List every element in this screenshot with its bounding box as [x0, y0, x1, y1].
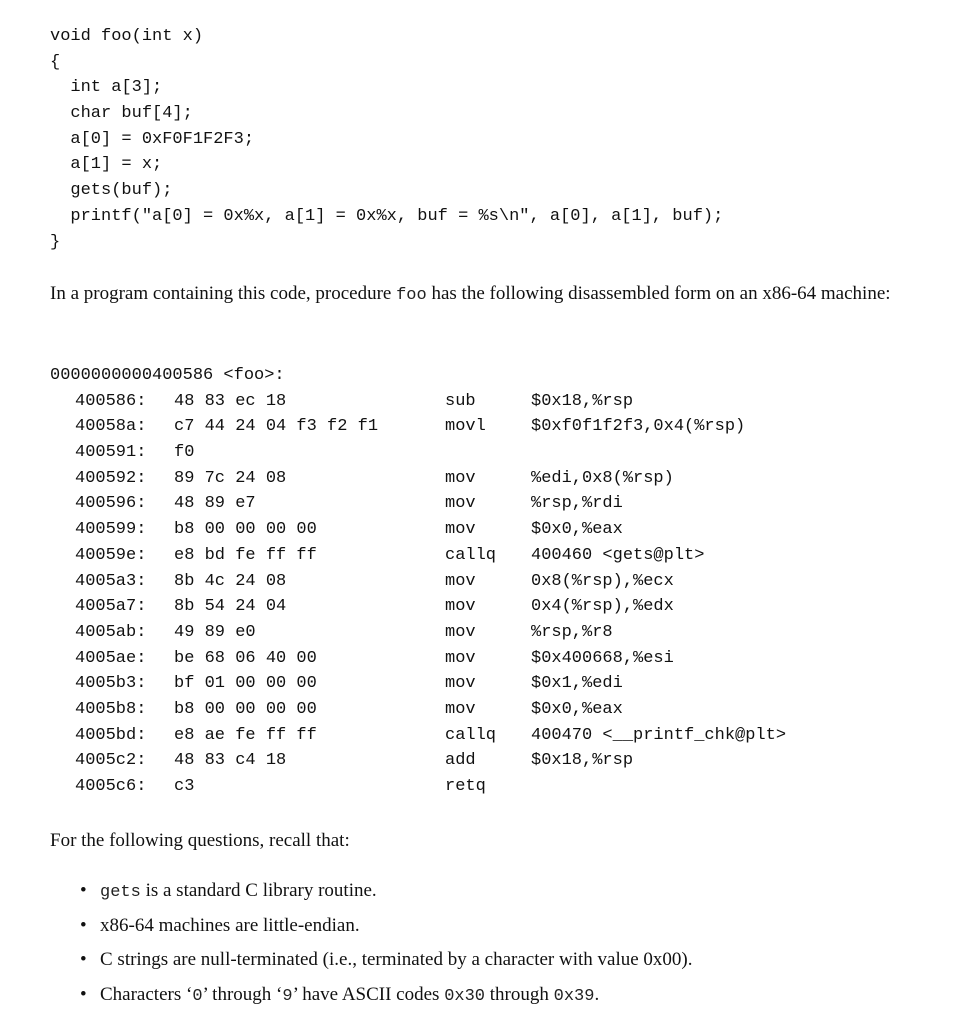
instruction-mnemonic: mov	[445, 699, 476, 719]
instruction-bytes: 49 89 e0	[174, 622, 256, 642]
disassembly-row	[50, 569, 674, 595]
instruction-mnemonic: mov	[445, 468, 476, 488]
disassembly-header: 0000000000400586 <foo>:	[50, 366, 285, 385]
instruction-address: 400596:	[75, 494, 147, 514]
instruction-bytes: 8b 4c 24 08	[174, 571, 287, 591]
recall-text: For the following questions, recall that:	[50, 830, 350, 851]
code-line: {	[50, 52, 61, 72]
instruction-address: 400591:	[75, 443, 147, 463]
bullet-text: x86-64 machines are little-endian.	[100, 914, 360, 936]
intro-suffix: has the following disassembled form on an x86-64 machine:	[426, 283, 891, 304]
source-code-block	[50, 24, 723, 255]
disassembly-row	[50, 723, 787, 749]
code-line: a[0] = 0xF0F1F2F3;	[50, 129, 255, 149]
instruction-address: 4005c2:	[75, 751, 147, 771]
disassembly-row	[50, 620, 613, 646]
bullet-text: C strings are null-terminated (i.e., terminated by a character with value 0x00).	[100, 949, 693, 970]
disassembly-row	[50, 671, 623, 697]
code-line: int a[3];	[50, 78, 163, 98]
instruction-bytes: b8 00 00 00 00	[174, 699, 317, 719]
bullet-item	[80, 913, 692, 948]
instruction-mnemonic: add	[445, 751, 476, 771]
code-line: char buf[4];	[50, 104, 193, 124]
instruction-operands: %rsp,%r8	[531, 622, 613, 642]
instruction-bytes: f0	[174, 443, 195, 463]
instruction-bytes: 48 83 c4 18	[174, 751, 287, 771]
instruction-mnemonic: sub	[445, 391, 476, 411]
code-line: a[1] = x;	[50, 155, 163, 175]
bullet-item	[80, 878, 692, 913]
instruction-operands: $0x18,%rsp	[531, 391, 634, 411]
instruction-address: 40058a:	[75, 417, 147, 437]
instruction-bytes: b8 00 00 00 00	[174, 520, 317, 540]
instruction-bytes: 89 7c 24 08	[174, 468, 287, 488]
instruction-mnemonic: mov	[445, 648, 476, 668]
bullet-dot: •	[80, 880, 87, 901]
disassembly-row	[50, 543, 705, 569]
bullet-item	[80, 982, 692, 1017]
instruction-address: 4005bd:	[75, 725, 147, 745]
instruction-bytes: c7 44 24 04 f3 f2 f1	[174, 417, 379, 437]
instruction-mnemonic: callq	[445, 725, 497, 745]
recall-bullet-list	[80, 878, 692, 1016]
bullet-dot: •	[80, 949, 87, 970]
instruction-operands: 0x8(%rsp),%ecx	[531, 571, 674, 591]
instruction-bytes: c3	[174, 777, 195, 796]
instruction-address: 4005ab:	[75, 622, 147, 642]
bullet-dot: •	[80, 914, 87, 936]
instruction-operands: 0x4(%rsp),%edx	[531, 597, 674, 617]
bullet-text: is a standard C library routine.	[140, 880, 377, 901]
instruction-operands: 400470 <__printf_chk@plt>	[531, 725, 787, 745]
disassembly-row	[50, 594, 674, 620]
code-line: gets(buf);	[50, 181, 173, 201]
disassembly-block	[50, 363, 787, 800]
instruction-address: 40059e:	[75, 545, 147, 565]
instruction-mnemonic: mov	[445, 571, 476, 591]
instruction-address: 400586:	[75, 391, 147, 411]
instruction-mnemonic: mov	[445, 494, 476, 514]
instruction-bytes: 8b 54 24 04	[174, 597, 287, 617]
instruction-operands: $0x1,%edi	[531, 674, 623, 694]
bullet-code: 0x39	[553, 986, 595, 1006]
disassembly-row	[50, 748, 634, 774]
disassembly-row	[50, 646, 674, 672]
disassembly-row	[50, 491, 623, 517]
disassembly-row	[50, 414, 746, 440]
bullet-text: through	[485, 983, 554, 1005]
intro-code: foo	[396, 286, 427, 305]
instruction-address: 4005a7:	[75, 597, 147, 617]
instruction-bytes: bf 01 00 00 00	[174, 674, 317, 694]
instruction-mnemonic: mov	[445, 597, 476, 617]
disassembly-row	[50, 774, 486, 800]
instruction-bytes: e8 bd fe ff ff	[174, 545, 317, 565]
disassembly-row	[50, 466, 674, 492]
code-line: printf("a[0] = 0x%x, a[1] = 0x%x, buf = %s\n", a[0], a[1], buf);	[50, 206, 724, 226]
instruction-address: 4005c6:	[75, 777, 147, 796]
instruction-operands: $0x0,%eax	[531, 699, 623, 719]
bullet-text: .	[594, 983, 600, 1005]
bullet-code: gets	[100, 883, 141, 902]
disassembly-rows	[50, 389, 787, 800]
instruction-mnemonic: retq	[445, 777, 486, 796]
instruction-mnemonic: mov	[445, 674, 476, 694]
instruction-address: 400592:	[75, 468, 147, 488]
instruction-operands: %edi,0x8(%rsp)	[531, 468, 674, 488]
instruction-address: 400599:	[75, 520, 147, 540]
instruction-bytes: 48 83 ec 18	[174, 391, 287, 411]
instruction-operands: %rsp,%rdi	[531, 494, 623, 514]
disassembly-row	[50, 517, 623, 543]
instruction-operands: $0x0,%eax	[531, 520, 623, 540]
instruction-operands: $0x18,%rsp	[531, 751, 634, 771]
bullet-text: Characters ‘	[100, 983, 193, 1005]
instruction-mnemonic: mov	[445, 520, 476, 540]
disassembly-row	[50, 440, 285, 466]
bullet-text: ’ have ASCII codes	[292, 983, 445, 1005]
instruction-bytes: 48 89 e7	[174, 494, 256, 514]
bullet-dot: •	[80, 983, 87, 1005]
instruction-mnemonic: callq	[445, 545, 497, 565]
disassembly-row	[50, 389, 634, 415]
instruction-mnemonic: movl	[445, 417, 486, 437]
bullet-code: 0	[192, 986, 203, 1006]
instruction-address: 4005b3:	[75, 674, 147, 694]
instruction-address: 4005a3:	[75, 571, 147, 591]
instruction-operands: $0x400668,%esi	[531, 648, 674, 668]
intro-paragraph	[50, 281, 930, 308]
instruction-bytes: be 68 06 40 00	[174, 648, 317, 668]
instruction-address: 4005b8:	[75, 699, 147, 719]
instruction-mnemonic: mov	[445, 622, 476, 642]
instruction-operands: $0xf0f1f2f3,0x4(%rsp)	[531, 417, 746, 437]
code-line: void foo(int x)	[50, 27, 204, 46]
bullet-code: 0x30	[444, 986, 486, 1006]
code-line: }	[50, 232, 61, 252]
instruction-address: 4005ae:	[75, 648, 147, 668]
intro-prefix: In a program containing this code, procedure	[50, 283, 397, 304]
disassembly-row	[50, 697, 623, 723]
instruction-operands: 400460 <gets@plt>	[531, 545, 705, 565]
bullet-text: ’ through ‘	[202, 983, 283, 1005]
bullet-code: 9	[282, 986, 293, 1006]
bullet-item	[80, 947, 692, 982]
instruction-bytes: e8 ae fe ff ff	[174, 725, 317, 745]
